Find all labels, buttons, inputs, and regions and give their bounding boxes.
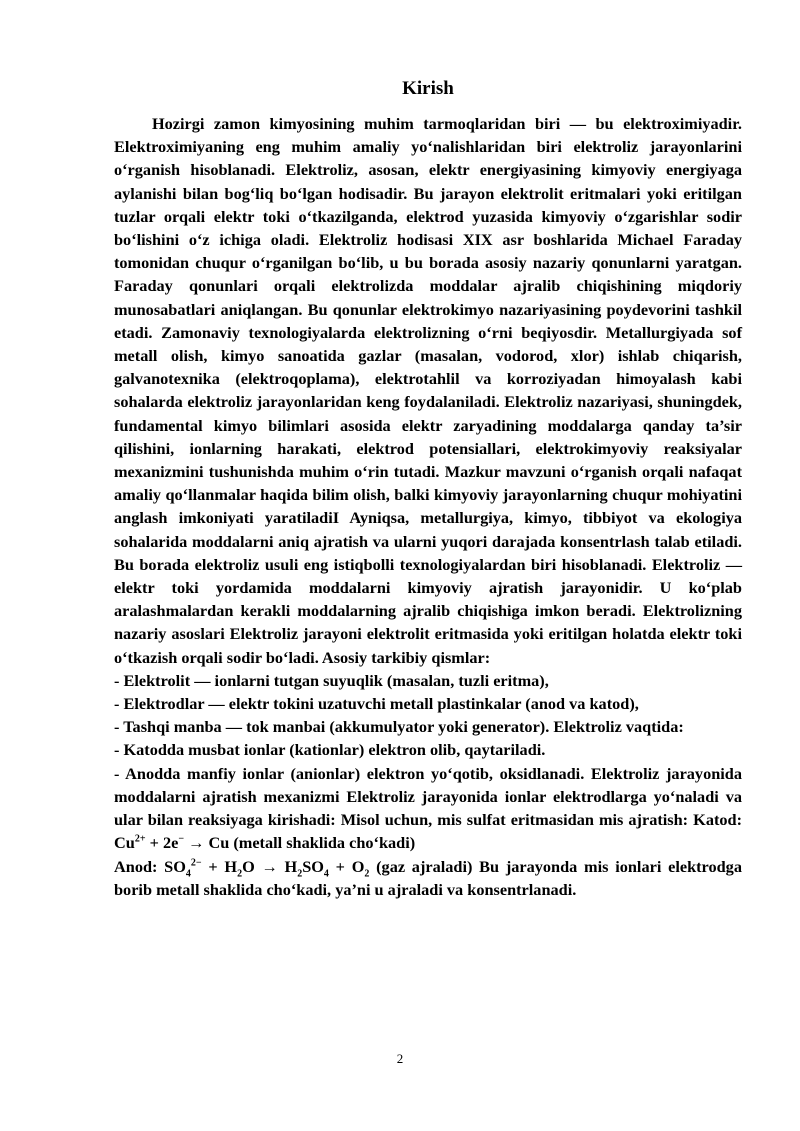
subscript: 2 [364,867,370,879]
text-segment: SO [302,856,324,876]
text-segment: → Cu (metall shaklida cho‘kadi) [184,833,416,853]
text-segment: - Anodda manfiy ionlar (anionlar) elektron yo‘qotib, oksidlanadi. Elektroliz jarayonida moddalarni ajratish mexanizmi Elektroliz jarayonida ionlar elektrodlarga yo‘naladi va ular bilan reaksiyaga kirishadi: Misol uchun, mis sulfat eritmasidan mis ajratish: Katod: Cu [114,763,742,853]
text-segment: (gaz ajraladi) Bu jarayonda mis ionlari elektrodga borib metall shaklida cho‘kadi, ya’ni u ajraladi va konsentrlanadi. [114,856,742,899]
anode-reaction-paragraph [114,855,742,901]
subscript: 2 [237,867,243,879]
text-segment: Anod: SO [114,856,186,876]
subscript: 4 [185,867,191,879]
list-item-power-source: - Tashqi manba — tok manbai (akkumulyator yoki generator). Elektroliz vaqtida: [114,717,684,737]
charge-superscript: − [178,833,185,845]
list-item-electrodes: - Elektrodlar — elektr tokini uzatuvchi metall plastinkalar (anod va katod), [114,694,639,714]
list-item-anode-cathode-reaction [114,762,742,855]
text-segment: O → H [242,856,298,876]
charge-superscript: 2+ [134,833,146,845]
text-segment: + 2e [145,833,179,853]
document-page [114,72,742,901]
intro-paragraph: Hozirgi zamon kimyosining muhim tarmoqlaridan biri — bu elektroximiyadir. Elektroximiyaning eng muhim amaliy yo‘nalishlaridan biri elektroliz jarayonlarini o‘rganish hisoblanadi. Elektroliz, asosan, elektr energiyasining kimyoviy energiyaga aylanishi bilan bog‘liq bo‘lgan hodisadir. Bu jarayon elektrolit eritmalari yoki eritilgan tuzlar orqali elektr toki o‘tkazilganda, elektrod yuzasida kimyoviy o‘zgarishlar sodir bo‘lishini o‘z ichiga oladi. Elektroliz hodisasi XIX asr boshlarida Michael Faraday tomonidan chuqur o‘rganilgan bo‘lib, u bu borada asosiy nazariy qonunlarni yaratgan. Faraday qonunlari orqali elektrolizda moddalar ajralib chiqishining miqdoriy munosabatlari aniqlangan. Bu qonunlar elektrokimyo nazariyasining poydevorini tashkil etadi. Zamonaviy texnologiyalarda elektrolizning o‘rni beqiyosdir. Metallurgiyada sof metall olish, kimyo sanoatida gazlar (masalan, vodorod, xlor) ishlab chiqarish, galvanotexnika (elektroqoplama), elektrotahlil va korroziyadan himoyalash kabi sohalarda elektroliz jarayonlaridan keng foydalaniladi. Elektroliz nazariyasi, shuningdek, fundamental kimyo bilimlari asosida elektr zaryadining moddalarga qanday ta’sir qilishini, ionlarning harakati, elektrod potensiallari, elektrokimyoviy reaksiyalar mexanizmini tushunishda muhim o‘rin tutadi. Mazkur mavzuni o‘rganish orqali nafaqat amaliy qo‘llanmalar haqida bilim olish, balki kimyoviy jarayonlarning chuqur mohiyatini anglash imkoniyati yaratiladiI Ayniqsa, metallurgiya, kimyo, tibbiyot va ekologiya sohalarida moddalarni aniq ajratish va ularni yuqori darajada konsentrlash talab etiladi. Bu borada elektroliz usuli eng istiqbolli texnologiyalardan biri hisoblanadi. Elektroliz — elektr toki yordamida moddalarni kimyoviy ajratish jarayonidir. U ko‘plab aralashmalardan kerakli moddalarning ajralib chiqishiga imkon beradi. Elektrolizning nazariy asoslari Elektroliz jarayoni elektrolit eritmasida yoki eritilgan holatda elektr toki o‘tkazish orqali sodir bo‘ladi. Asosiy tarkibiy qismlar: [114,114,742,667]
list-item-cathode: - Katodda musbat ionlar (kationlar) elektron olib, qaytariladi. [114,740,546,760]
text-segment: + O [328,856,365,876]
charge-superscript: 2− [190,857,202,869]
section-title: Kirish [402,78,454,99]
list-item-electrolyte: - Elektrolit — ionlarni tutgan suyuqlik (masalan, tuzli eritma), [114,670,549,690]
text-segment: + H [201,856,238,876]
subscript: 4 [323,867,329,879]
page-number: 2 [396,1051,404,1066]
subscript: 2 [297,867,303,879]
